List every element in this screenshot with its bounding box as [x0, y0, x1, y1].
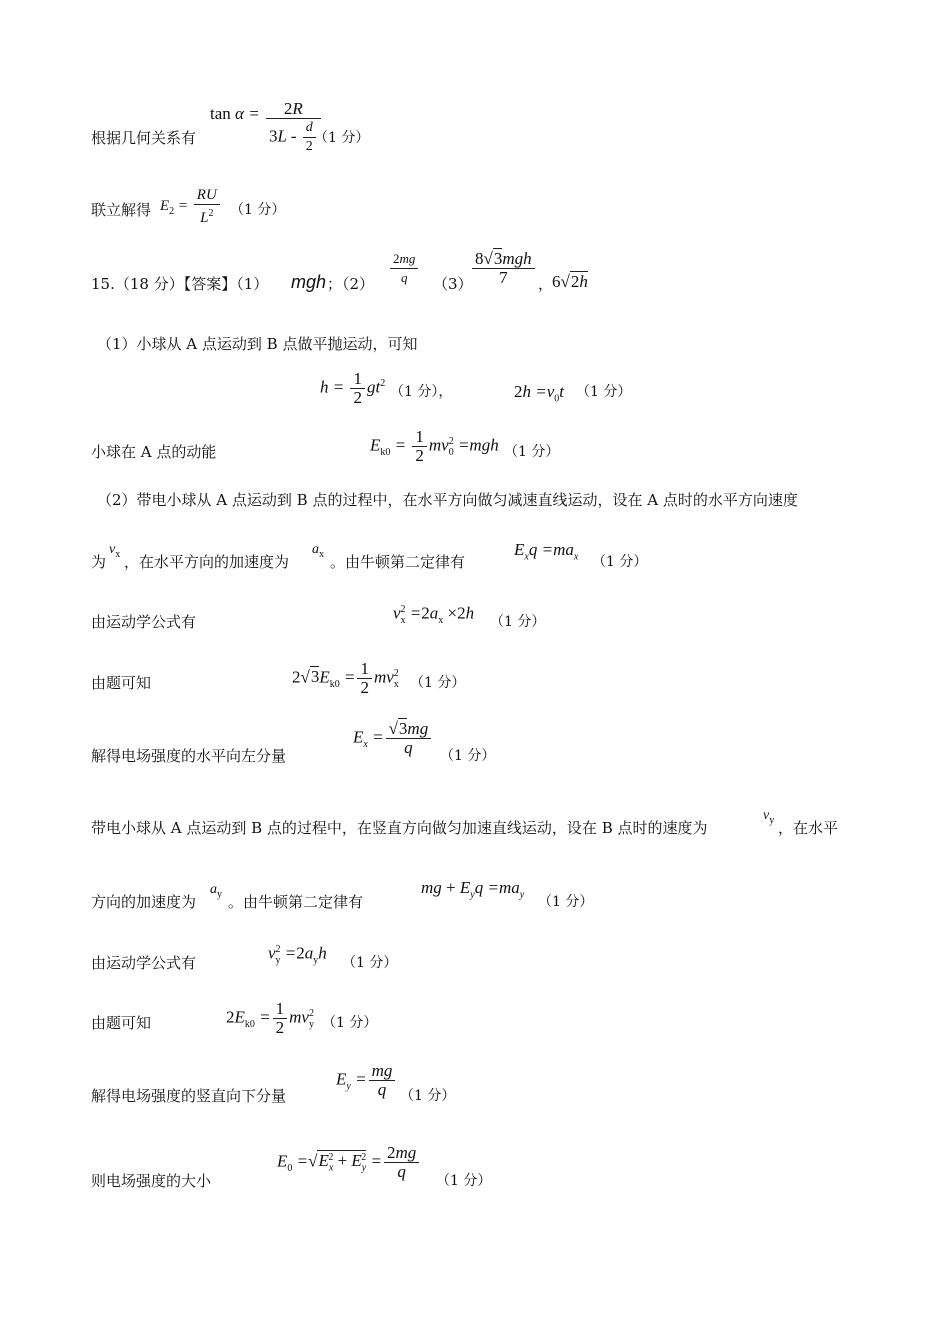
ex-score: （1 分） [440, 748, 496, 764]
ey-score: （1 分） [400, 1088, 456, 1104]
vert-line2-b: 。由牛顿第二定律有 [228, 893, 364, 911]
given2-label: 由题可知 [91, 1014, 152, 1032]
given1-equation: $2√3E_{k0}$ = $\frac{1}{2}$ $mv_x^2$ [292, 659, 399, 697]
q15-answer-1: mgh [291, 272, 327, 292]
part2-ax: $a_x$ [312, 542, 324, 560]
part2-line2-c: 。由牛顿第二定律有 [330, 553, 466, 571]
kin1-label: 由运动学公式有 [91, 613, 197, 631]
part2-vx: $v_x$ [109, 542, 121, 560]
e0-label: 则电场强度的大小 [91, 1172, 212, 1190]
kin1-equation: $v_x^2 =2a_x \times 2h$ [393, 603, 475, 627]
geo-label: 根据几何关系有 [91, 129, 197, 147]
q15-answer-4: 6√2h [552, 272, 588, 291]
solve-label: 联立解得 [91, 201, 152, 219]
q15-answer-2: $\frac{2mg}{q}$ [388, 250, 420, 287]
part2-newton-score: （1 分） [592, 554, 648, 570]
part1-eq-h: h = $\frac{1}{2}$ $gt^2$ [320, 369, 386, 407]
vert-newton: mg + $E_yq =ma_y$ [421, 878, 525, 901]
ex-label: 解得电场强度的水平向左分量 [91, 747, 287, 765]
kin2-equation: $v_y^2 =2a_yh$ [268, 943, 327, 967]
ey-label: 解得电场强度的竖直向下分量 [91, 1087, 287, 1105]
part2-newton: $E_xq =ma_x$ [514, 540, 579, 563]
part1-intro: （1）小球从 A 点运动到 B 点做平抛运动，可知 [97, 335, 418, 353]
vert-line2-a: 方向的加速度为 [91, 893, 197, 911]
geo-equation: tan α = 2R 3L - $\frac{d}{2}$ [210, 104, 323, 156]
vert-intro: 带电小球从 A 点运动到 B 点的过程中，在竖直方向做匀加速直线运动，设在 B 点时的速度为 [91, 819, 708, 837]
ey-equation: $E_y$ = $\frac{mg}{q}$ [336, 1062, 397, 1099]
ex-equation: $E_x$ = $\frac{√3mg}{q}$ [353, 720, 433, 757]
kin1-score: （1 分） [490, 614, 546, 630]
given2-equation: $2E_{k0}$ = $\frac{1}{2}$ $mv_y^2$ [226, 999, 314, 1037]
ke-equation: $E_{k0}$ = $\frac{1}{2}$ $mv_0^2 =mgh$ [370, 427, 499, 465]
part2-line2-a: 为 [91, 553, 107, 571]
e0-equation: $E_0 =√E_x^2 + E_y^2$ = $\frac{2mg}{q}$ [277, 1144, 421, 1181]
q15-sep-3: （3） [433, 275, 473, 293]
kin2-score: （1 分） [342, 955, 398, 971]
ke-score: （1 分） [504, 444, 560, 460]
solve-equation: $E_2$ = $\frac{RU}{L^2}$ [160, 186, 222, 227]
part1-score-1: （1 分）， [390, 384, 453, 400]
q15-sep-2: ；（2） [327, 275, 375, 293]
solve-score: （1 分） [230, 202, 286, 218]
kin2-label: 由运动学公式有 [91, 954, 197, 972]
ke-label: 小球在 A 点的动能 [91, 443, 217, 461]
vert-vy: $v_y$ [763, 808, 775, 826]
part1-eq-x: $2h =v_0t$ [514, 382, 565, 405]
given1-label: 由题可知 [91, 674, 152, 692]
vert-ay: $a_y$ [210, 882, 222, 900]
q15-head: 15.（18 分）【答案】（1） [91, 275, 269, 293]
part2-line2-b: ，在水平方向的加速度为 [124, 553, 290, 571]
given1-score: （1 分） [410, 675, 466, 691]
e0-score: （1 分） [436, 1173, 492, 1189]
part2-intro: （2）带电小球从 A 点运动到 B 点的过程中，在水平方向做匀减速直线运动，设在 A 点时的水平方向速度 [97, 491, 798, 509]
q15-answer-3: $\frac{\text{8√3mgh}}{7}$ [470, 250, 537, 287]
q15-comma: ， [538, 275, 554, 293]
geo-score: （1 分） [314, 130, 370, 146]
vert-newton-score: （1 分） [538, 894, 594, 910]
vert-intro-tail: ，在水平 [778, 819, 839, 837]
part1-score-2: （1 分） [576, 384, 632, 400]
given2-score: （1 分） [322, 1015, 378, 1031]
